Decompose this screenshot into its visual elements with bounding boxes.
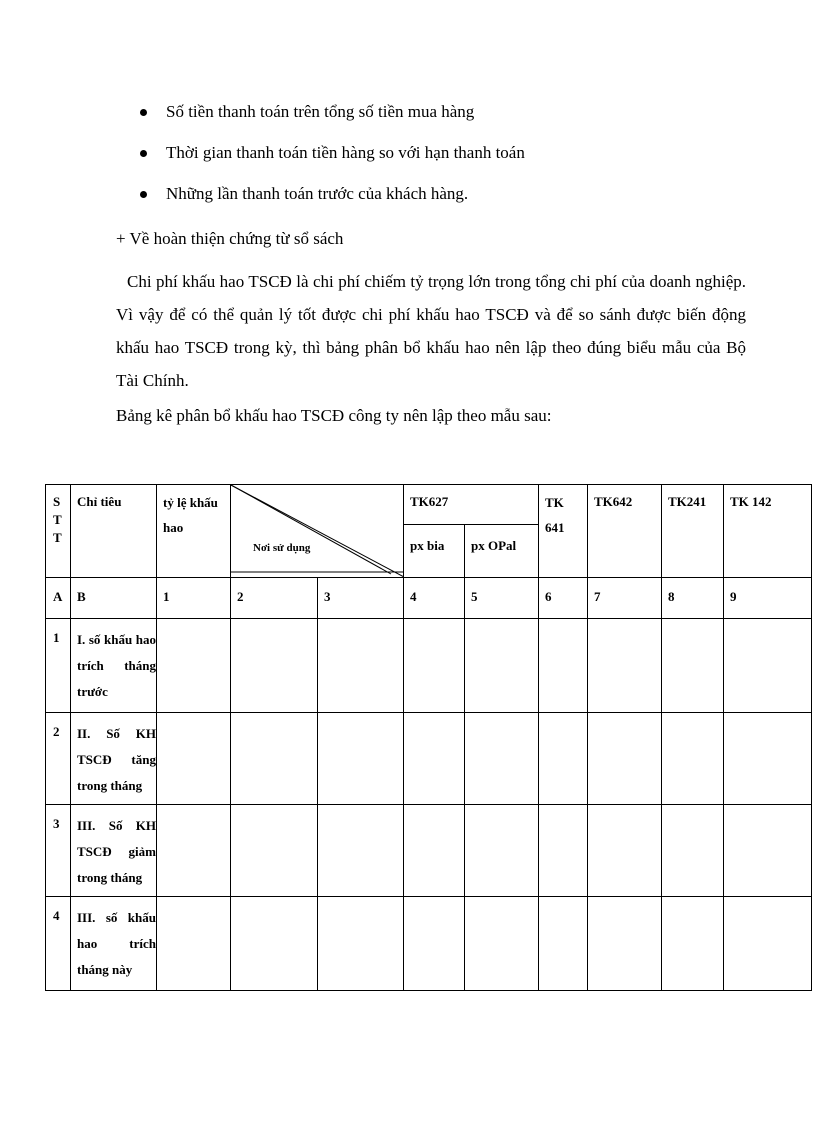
bullet-item (140, 184, 525, 204)
row-stt: 1 (46, 619, 71, 713)
table-cell (588, 805, 662, 897)
table-cell (662, 897, 724, 991)
table-cell (724, 619, 812, 713)
table-cell (404, 713, 465, 805)
row-criteria: III. Số KH TSCĐ giảm trong tháng (71, 805, 157, 897)
index-cell: 5 (465, 578, 539, 619)
header-px-opal: px OPal (465, 525, 539, 578)
header-tk642: TK642 (588, 485, 662, 578)
table-cell (588, 897, 662, 991)
table-cell (231, 619, 318, 713)
header-row (46, 485, 812, 525)
header-tk241: TK241 (662, 485, 724, 578)
table-cell (318, 897, 404, 991)
table-cell (465, 713, 539, 805)
table-cell (231, 897, 318, 991)
row-stt: 2 (46, 713, 71, 805)
row-criteria: II. Số KH TSCĐ tăng trong tháng (71, 713, 157, 805)
table-cell (404, 619, 465, 713)
table-cell (231, 713, 318, 805)
table-cell (157, 619, 231, 713)
bullet-dot-icon (140, 109, 147, 116)
table-cell (539, 805, 588, 897)
table-cell (662, 713, 724, 805)
index-row (46, 578, 812, 619)
table-cell (318, 805, 404, 897)
table-cell (539, 619, 588, 713)
bullet-item (140, 143, 525, 163)
table-cell (318, 713, 404, 805)
table-cell (404, 805, 465, 897)
table-intro: Bảng kê phân bổ khấu hao TSCĐ công ty nên lập theo mẫu sau: (116, 406, 552, 425)
table-cell (662, 805, 724, 897)
depreciation-table (45, 484, 812, 991)
header-stt: S T T (46, 485, 71, 578)
table-row (46, 897, 812, 991)
table-cell (588, 713, 662, 805)
bullet-text: Thời gian thanh toán tiền hàng so với hạn thanh toán (166, 143, 525, 162)
header-tk142: TK 142 (724, 485, 812, 578)
body-paragraph: Chi phí khấu hao TSCĐ là chi phí chiếm tỷ trọng lớn trong tổng chi phí của doanh nghiệp. Vì vậy để có thể quản lý tốt được chi phí khấu hao TSCĐ và để so sánh được biến động khấu hao TSCĐ trong kỳ, thì bảng phân bổ khấu hao nên lập theo đúng biểu mẫu của Bộ Tài Chính. (116, 272, 746, 390)
header-px-bia: px bia (404, 525, 465, 578)
bullet-text: Số tiền thanh toán trên tổng số tiền mua hàng (166, 102, 475, 121)
table-cell (724, 713, 812, 805)
bullet-dot-icon (140, 150, 147, 157)
table-cell (465, 805, 539, 897)
table-cell (157, 713, 231, 805)
index-cell: 9 (724, 578, 812, 619)
table-cell (404, 897, 465, 991)
usage-place-label: Nơi sử dụng (253, 542, 311, 554)
header-criteria: Chỉ tiêu (71, 485, 157, 578)
row-stt: 3 (46, 805, 71, 897)
table-cell (157, 805, 231, 897)
index-cell: 7 (588, 578, 662, 619)
index-cell: 4 (404, 578, 465, 619)
section-heading: + Về hoàn thiện chứng từ sổ sách (116, 229, 344, 248)
index-cell: 3 (318, 578, 404, 619)
index-cell: 1 (157, 578, 231, 619)
header-tk641: TK 641 (539, 485, 588, 578)
table-cell (724, 897, 812, 991)
row-stt: 4 (46, 897, 71, 991)
table-cell (465, 897, 539, 991)
row-criteria: I. số khấu hao trích tháng trước (71, 619, 157, 713)
table-row (46, 805, 812, 897)
table-cell (662, 619, 724, 713)
header-tk627: TK627 (404, 485, 539, 525)
index-cell: 6 (539, 578, 588, 619)
table-cell (588, 619, 662, 713)
header-rate: tỷ lệ khấu hao (157, 485, 231, 578)
table-cell (539, 713, 588, 805)
index-cell: 8 (662, 578, 724, 619)
table-cell (157, 897, 231, 991)
index-cell: A (46, 578, 71, 619)
table-cell (724, 805, 812, 897)
bullet-item (140, 102, 525, 122)
table-cell (231, 805, 318, 897)
index-cell: 2 (231, 578, 318, 619)
table-cell (465, 619, 539, 713)
row-criteria: III. số khấu hao trích tháng này (71, 897, 157, 991)
diagonal-line-icon (231, 485, 404, 577)
bullet-list (140, 102, 525, 225)
header-diagonal (231, 485, 404, 578)
index-cell: B (71, 578, 157, 619)
table-row (46, 619, 812, 713)
bullet-dot-icon (140, 191, 147, 198)
table-cell (539, 897, 588, 991)
table-cell (318, 619, 404, 713)
table-row (46, 713, 812, 805)
bullet-text: Những lần thanh toán trước của khách hàng. (166, 184, 469, 203)
